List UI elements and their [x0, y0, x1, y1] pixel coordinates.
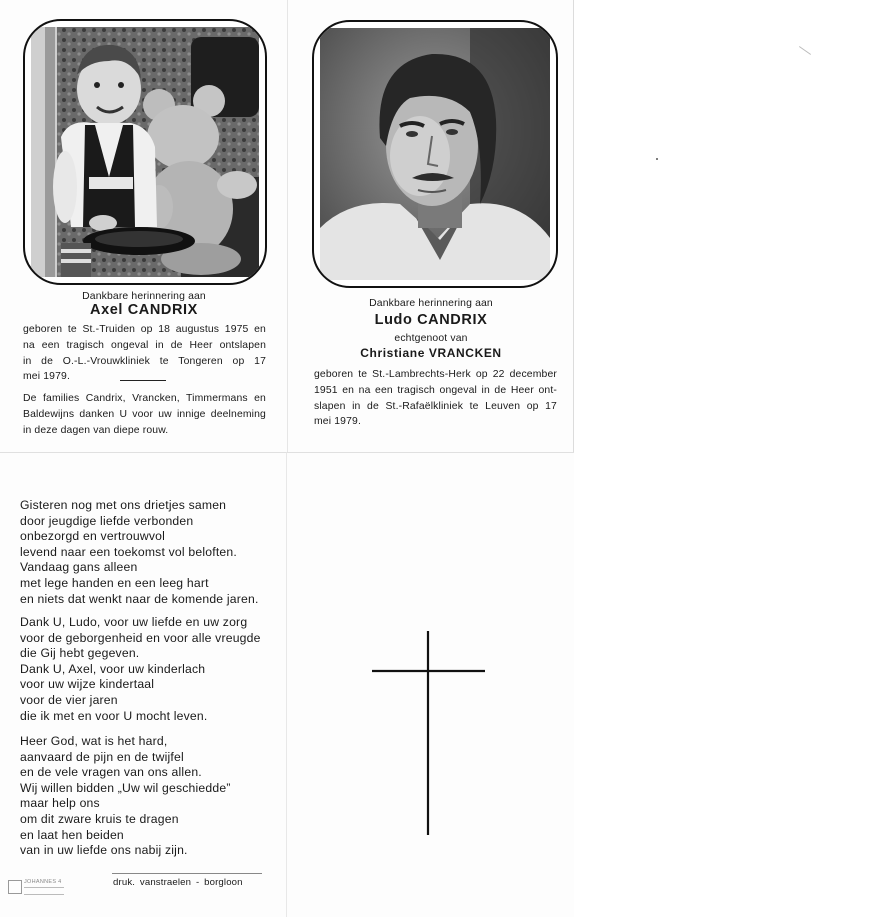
- printer-rule: [112, 873, 262, 874]
- spouse-name: Christiane VRANCKEN: [360, 346, 502, 360]
- poem-line: van in uw liefde ons nabij zijn.: [20, 843, 188, 858]
- stamp-text: JOHANNES 4: [24, 879, 62, 885]
- portrait-frame-ludo: [312, 20, 558, 288]
- poem-line: aanvaard de pijn en de twijfel: [20, 749, 184, 764]
- poem-stanza-2: [20, 615, 261, 724]
- poem-line: voor uw wijze kindertaal: [20, 677, 155, 692]
- poem-line: Dank U, Axel, voor uw kinderlach: [20, 661, 206, 676]
- poem-line: met lege handen en een leeg hart: [20, 575, 209, 590]
- bio-line: in de O.-L.-Vrouwkliniek te Tongeren op 17: [23, 356, 266, 367]
- poem-stanza-3: [20, 734, 231, 859]
- memorial-card-axel: [0, 0, 288, 452]
- poem-stanza-1: [20, 498, 259, 607]
- thanks-line: Baldewijns danken U voor uw innige deelneming: [23, 409, 266, 420]
- intro-text-axel: Dankbare herinnering aan: [82, 291, 206, 302]
- portrait-frame-axel: [23, 19, 267, 285]
- bio-line: geboren te St.-Lambrechts-Herk op 22 december: [314, 369, 557, 380]
- cross-card: [286, 452, 574, 917]
- man-portrait-photo: [320, 28, 550, 280]
- poem-line: maar help ons: [20, 796, 100, 811]
- poem-line: onbezorgd en vertrouwvol: [20, 529, 166, 544]
- bio-line: mei 1979.: [314, 416, 361, 427]
- poem-line: Gisteren nog met ons drietjes samen: [20, 498, 227, 512]
- publisher-stamp: [8, 878, 68, 896]
- cross-icon: [287, 453, 575, 918]
- thanks-line: in deze dagen van diepe rouw.: [23, 425, 169, 436]
- poem-line: Heer God, wat is het hard,: [20, 734, 168, 748]
- stamp-lines-icon: [24, 887, 64, 895]
- stamp-box-icon: [8, 880, 22, 894]
- memorial-card-ludo: [288, 0, 574, 452]
- name-ludo: Ludo CANDRIX: [374, 312, 488, 328]
- poem-line: Wij willen bidden „Uw wil geschiedde”: [20, 780, 231, 795]
- bio-line: geboren te St.-Truiden op 18 augustus 1975 en: [23, 324, 266, 335]
- bio-line: slapen in de St.-Rafaëlkliniek te Leuven op 17: [314, 401, 557, 412]
- poem-line: en de vele vragen van ons allen.: [20, 765, 202, 780]
- blank-background-area: [574, 0, 893, 917]
- thanks-line: De families Candrix, Vrancken, Timmermans en: [23, 393, 266, 404]
- dust-speck: [799, 46, 811, 55]
- bio-line: 1951 en na een tragisch ongeval in de Heer ont-: [314, 385, 557, 396]
- spouse-intro: echtgenoot van: [394, 333, 468, 344]
- name-axel: Axel CANDRIX: [90, 302, 198, 318]
- poem-line: voor de geborgenheid en voor alle vreugde: [20, 630, 261, 645]
- separator-rule: [120, 380, 166, 381]
- poem-line: levend naar een toekomst vol beloften.: [20, 544, 237, 559]
- intro-text-ludo: Dankbare herinnering aan: [369, 298, 493, 309]
- poem-card: [0, 452, 286, 917]
- poem-line: voor de vier jaren: [20, 692, 118, 707]
- poem-line: die Gij hebt gegeven.: [20, 646, 140, 661]
- bio-line: mei 1979.: [23, 371, 70, 382]
- poem-line: Vandaag gans alleen: [20, 560, 138, 575]
- printer-credit: druk. vanstraelen - borgloon: [113, 877, 243, 888]
- child-with-teddy-photo: [31, 27, 259, 277]
- bio-line: na een tragisch ongeval in de Heer ontslapen: [23, 340, 266, 351]
- poem-line: door jeugdige liefde verbonden: [20, 513, 194, 528]
- poem-line: Dank U, Ludo, voor uw liefde en uw zorg: [20, 615, 248, 629]
- dust-speck: [656, 158, 658, 160]
- poem-line: die ik met en voor U mocht leven.: [20, 708, 208, 723]
- poem-line: en laat hen beiden: [20, 827, 124, 842]
- poem-line: en niets dat wenkt naar de komende jaren.: [20, 591, 259, 606]
- poem-line: om dit zware kruis te dragen: [20, 811, 179, 826]
